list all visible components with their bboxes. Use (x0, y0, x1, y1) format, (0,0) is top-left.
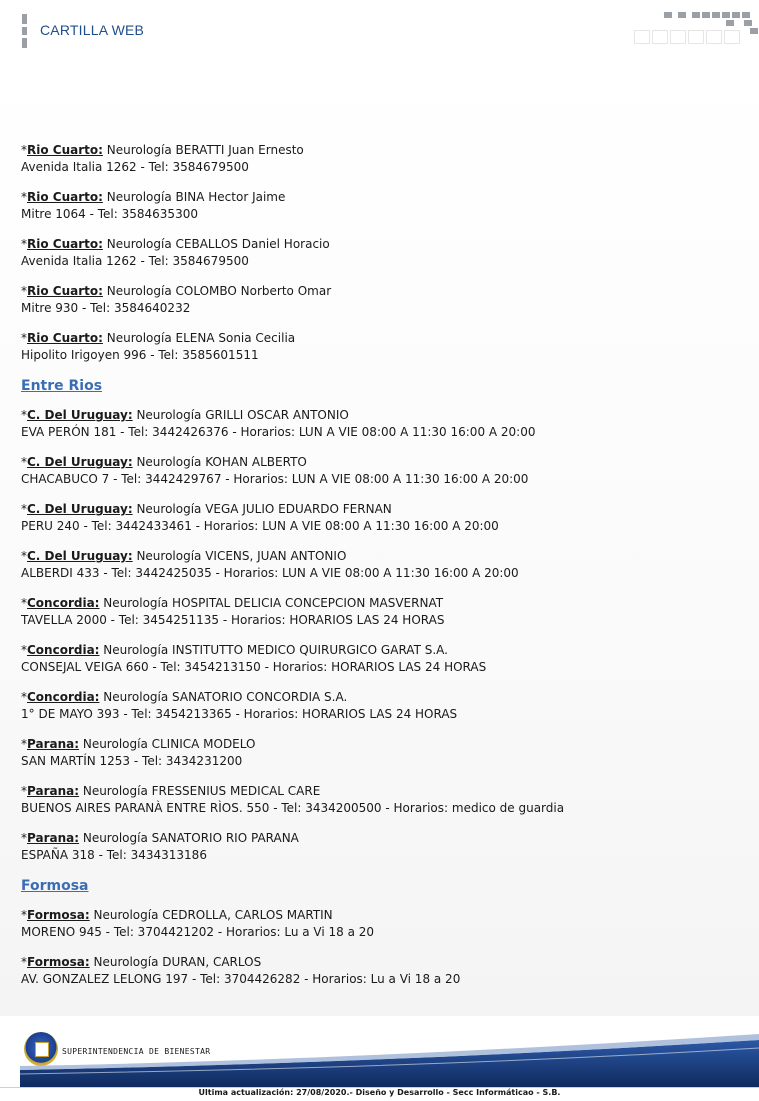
footer-update-note: Ultima actualización: 27/08/2020.- Diseño y Desarrollo - Secc Informáticao - S.B. (198, 1088, 561, 1097)
provider-line (21, 330, 741, 347)
entry-city: Formosa: (27, 908, 90, 922)
entry-specialty-provider: Neurología BINA Hector Jaime (102, 190, 286, 204)
provider-entry (21, 283, 741, 317)
entry-specialty-provider: Neurología ELENA Sonia Cecilia (102, 331, 296, 345)
provider-entry (21, 736, 741, 770)
provider-entry (21, 783, 741, 817)
section-heading-entre-rios: Entre Rios (21, 378, 103, 394)
footer-wave-band (20, 1030, 759, 1087)
entry-city: C. Del Uruguay: (27, 502, 133, 516)
entry-address: Mitre 1064 - Tel: 3584635300 (21, 207, 198, 221)
provider-line (21, 830, 741, 847)
entry-specialty-provider: Neurología CLINICA MODELO (79, 737, 256, 751)
entry-bullet: * (21, 908, 27, 922)
provider-line (21, 689, 741, 706)
provider-line (21, 595, 741, 612)
provider-entry (21, 830, 741, 864)
entry-bullet: * (21, 955, 27, 969)
entry-bullet: * (21, 455, 27, 469)
provider-line (21, 454, 741, 471)
provider-entry (21, 642, 741, 676)
provider-line (21, 407, 741, 424)
entry-address: AV. GONZALEZ LELONG 197 - Tel: 3704426282 - Horarios: Lu a Vi 18 a 20 (21, 972, 461, 986)
entry-specialty-provider: Neurología VEGA JULIO EDUARDO FERNAN (132, 502, 392, 516)
entry-specialty-provider: Neurología COLOMBO Norberto Omar (102, 284, 332, 298)
entry-address: CONSEJAL VEIGA 660 - Tel: 3454213150 - Horarios: HORARIOS LAS 24 HORAS (21, 660, 487, 674)
provider-line (21, 501, 741, 518)
provider-line (21, 907, 741, 924)
section-heading-formosa: Formosa (21, 878, 89, 894)
provider-entry (21, 454, 741, 488)
footer-organization-name: SUPERINTENDENCIA DE BIENESTAR (62, 1047, 211, 1056)
entry-bullet: * (21, 331, 27, 345)
provider-entry (21, 501, 741, 535)
entry-bullet: * (21, 737, 27, 751)
provider-entry (21, 330, 741, 364)
provider-entry (21, 907, 741, 941)
entry-city: Rio Cuarto: (27, 331, 103, 345)
entry-address: PERU 240 - Tel: 3442433461 - Horarios: LUN A VIE 08:00 A 11:30 16:00 A 20:00 (21, 519, 499, 533)
provider-group-formosa (21, 907, 741, 988)
entry-specialty-provider: Neurología VICENS, JUAN ANTONIO (132, 549, 347, 563)
entry-specialty-provider: Neurología CEDROLLA, CARLOS MARTIN (89, 908, 333, 922)
entry-address: EVA PERÓN 181 - Tel: 3442426376 - Horarios: LUN A VIE 08:00 A 11:30 16:00 A 20:00 (21, 425, 536, 439)
entry-bullet: * (21, 408, 27, 422)
entry-bullet: * (21, 237, 27, 251)
entry-bullet: * (21, 502, 27, 516)
entry-bullet: * (21, 831, 27, 845)
header-accent-bar (22, 14, 27, 48)
entry-address: TAVELLA 2000 - Tel: 3454251135 - Horarios: HORARIOS LAS 24 HORAS (21, 613, 445, 627)
entry-city: Concordia: (27, 643, 100, 657)
entry-bullet: * (21, 690, 27, 704)
provider-line (21, 189, 741, 206)
provider-entry (21, 189, 741, 223)
entry-specialty-provider: Neurología GRILLI OSCAR ANTONIO (132, 408, 349, 422)
entry-specialty-provider: Neurología BERATTI Juan Ernesto (102, 143, 304, 157)
entry-specialty-provider: Neurología KOHAN ALBERTO (132, 455, 307, 469)
provider-entry (21, 548, 741, 582)
provider-line (21, 642, 741, 659)
entry-city: Concordia: (27, 690, 100, 704)
provider-entry (21, 142, 741, 176)
provider-entry (21, 689, 741, 723)
provider-entry (21, 595, 741, 629)
entry-address: MORENO 945 - Tel: 3704421202 - Horarios: Lu a Vi 18 a 20 (21, 925, 375, 939)
provider-group-rio-cuarto (21, 142, 741, 364)
provider-entry (21, 954, 741, 988)
entry-bullet: * (21, 784, 27, 798)
entry-address: Avenida Italia 1262 - Tel: 3584679500 (21, 254, 249, 268)
entry-city: Parana: (27, 784, 80, 798)
provider-line (21, 283, 741, 300)
entry-specialty-provider: Neurología HOSPITAL DELICIA CONCEPCION MASVERNAT (99, 596, 444, 610)
entry-city: Rio Cuarto: (27, 237, 103, 251)
entry-city: C. Del Uruguay: (27, 408, 133, 422)
entry-bullet: * (21, 143, 27, 157)
provider-line (21, 548, 741, 565)
entry-address: Avenida Italia 1262 - Tel: 3584679500 (21, 160, 249, 174)
entry-address: Mitre 930 - Tel: 3584640232 (21, 301, 191, 315)
entry-city: Parana: (27, 831, 80, 845)
entry-specialty-provider: Neurología SANATORIO RIO PARANA (79, 831, 299, 845)
entry-address: CHACABUCO 7 - Tel: 3442429767 - Horarios: LUN A VIE 08:00 A 11:30 16:00 A 20:00 (21, 472, 529, 486)
entry-specialty-provider: Neurología CEBALLOS Daniel Horacio (102, 237, 330, 251)
entry-bullet: * (21, 190, 27, 204)
header-mosaic-decoration (634, 10, 759, 50)
entry-address: ALBERDI 433 - Tel: 3442425035 - Horarios: LUN A VIE 08:00 A 11:30 16:00 A 20:00 (21, 566, 519, 580)
provider-list (21, 142, 741, 1001)
entry-address: BUENOS AIRES PARANÀ ENTRE RÌOS. 550 - Tel: 3434200500 - Horarios: medico de guardia (21, 801, 565, 815)
provider-line (21, 236, 741, 253)
entry-city: Rio Cuarto: (27, 190, 103, 204)
entry-bullet: * (21, 643, 27, 657)
provider-line (21, 142, 741, 159)
provider-line (21, 783, 741, 800)
entry-specialty-provider: Neurología FRESSENIUS MEDICAL CARE (79, 784, 321, 798)
entry-specialty-provider: Neurología SANATORIO CONCORDIA S.A. (99, 690, 348, 704)
entry-city: Rio Cuarto: (27, 143, 103, 157)
entry-specialty-provider: Neurología DURAN, CARLOS (89, 955, 262, 969)
entry-bullet: * (21, 549, 27, 563)
entry-address: Hipolito Irigoyen 996 - Tel: 3585601511 (21, 348, 259, 362)
provider-entry (21, 236, 741, 270)
entry-city: C. Del Uruguay: (27, 549, 133, 563)
entry-city: C. Del Uruguay: (27, 455, 133, 469)
entry-city: Parana: (27, 737, 80, 751)
page-header-title: CARTILLA WEB (40, 22, 145, 38)
superintendencia-logo (24, 1032, 58, 1066)
provider-entry (21, 407, 741, 441)
entry-bullet: * (21, 596, 27, 610)
entry-specialty-provider: Neurología INSTITUTTO MEDICO QUIRURGICO GARAT S.A. (99, 643, 448, 657)
entry-address: SAN MARTÍN 1253 - Tel: 3434231200 (21, 754, 243, 768)
provider-line (21, 736, 741, 753)
entry-city: Concordia: (27, 596, 100, 610)
entry-address: 1° DE MAYO 393 - Tel: 3454213365 - Horarios: HORARIOS LAS 24 HORAS (21, 707, 458, 721)
entry-bullet: * (21, 284, 27, 298)
provider-line (21, 954, 741, 971)
provider-group-entre-rios (21, 407, 741, 864)
entry-city: Formosa: (27, 955, 90, 969)
entry-city: Rio Cuarto: (27, 284, 103, 298)
entry-address: ESPAÑA 318 - Tel: 3434313186 (21, 848, 207, 862)
